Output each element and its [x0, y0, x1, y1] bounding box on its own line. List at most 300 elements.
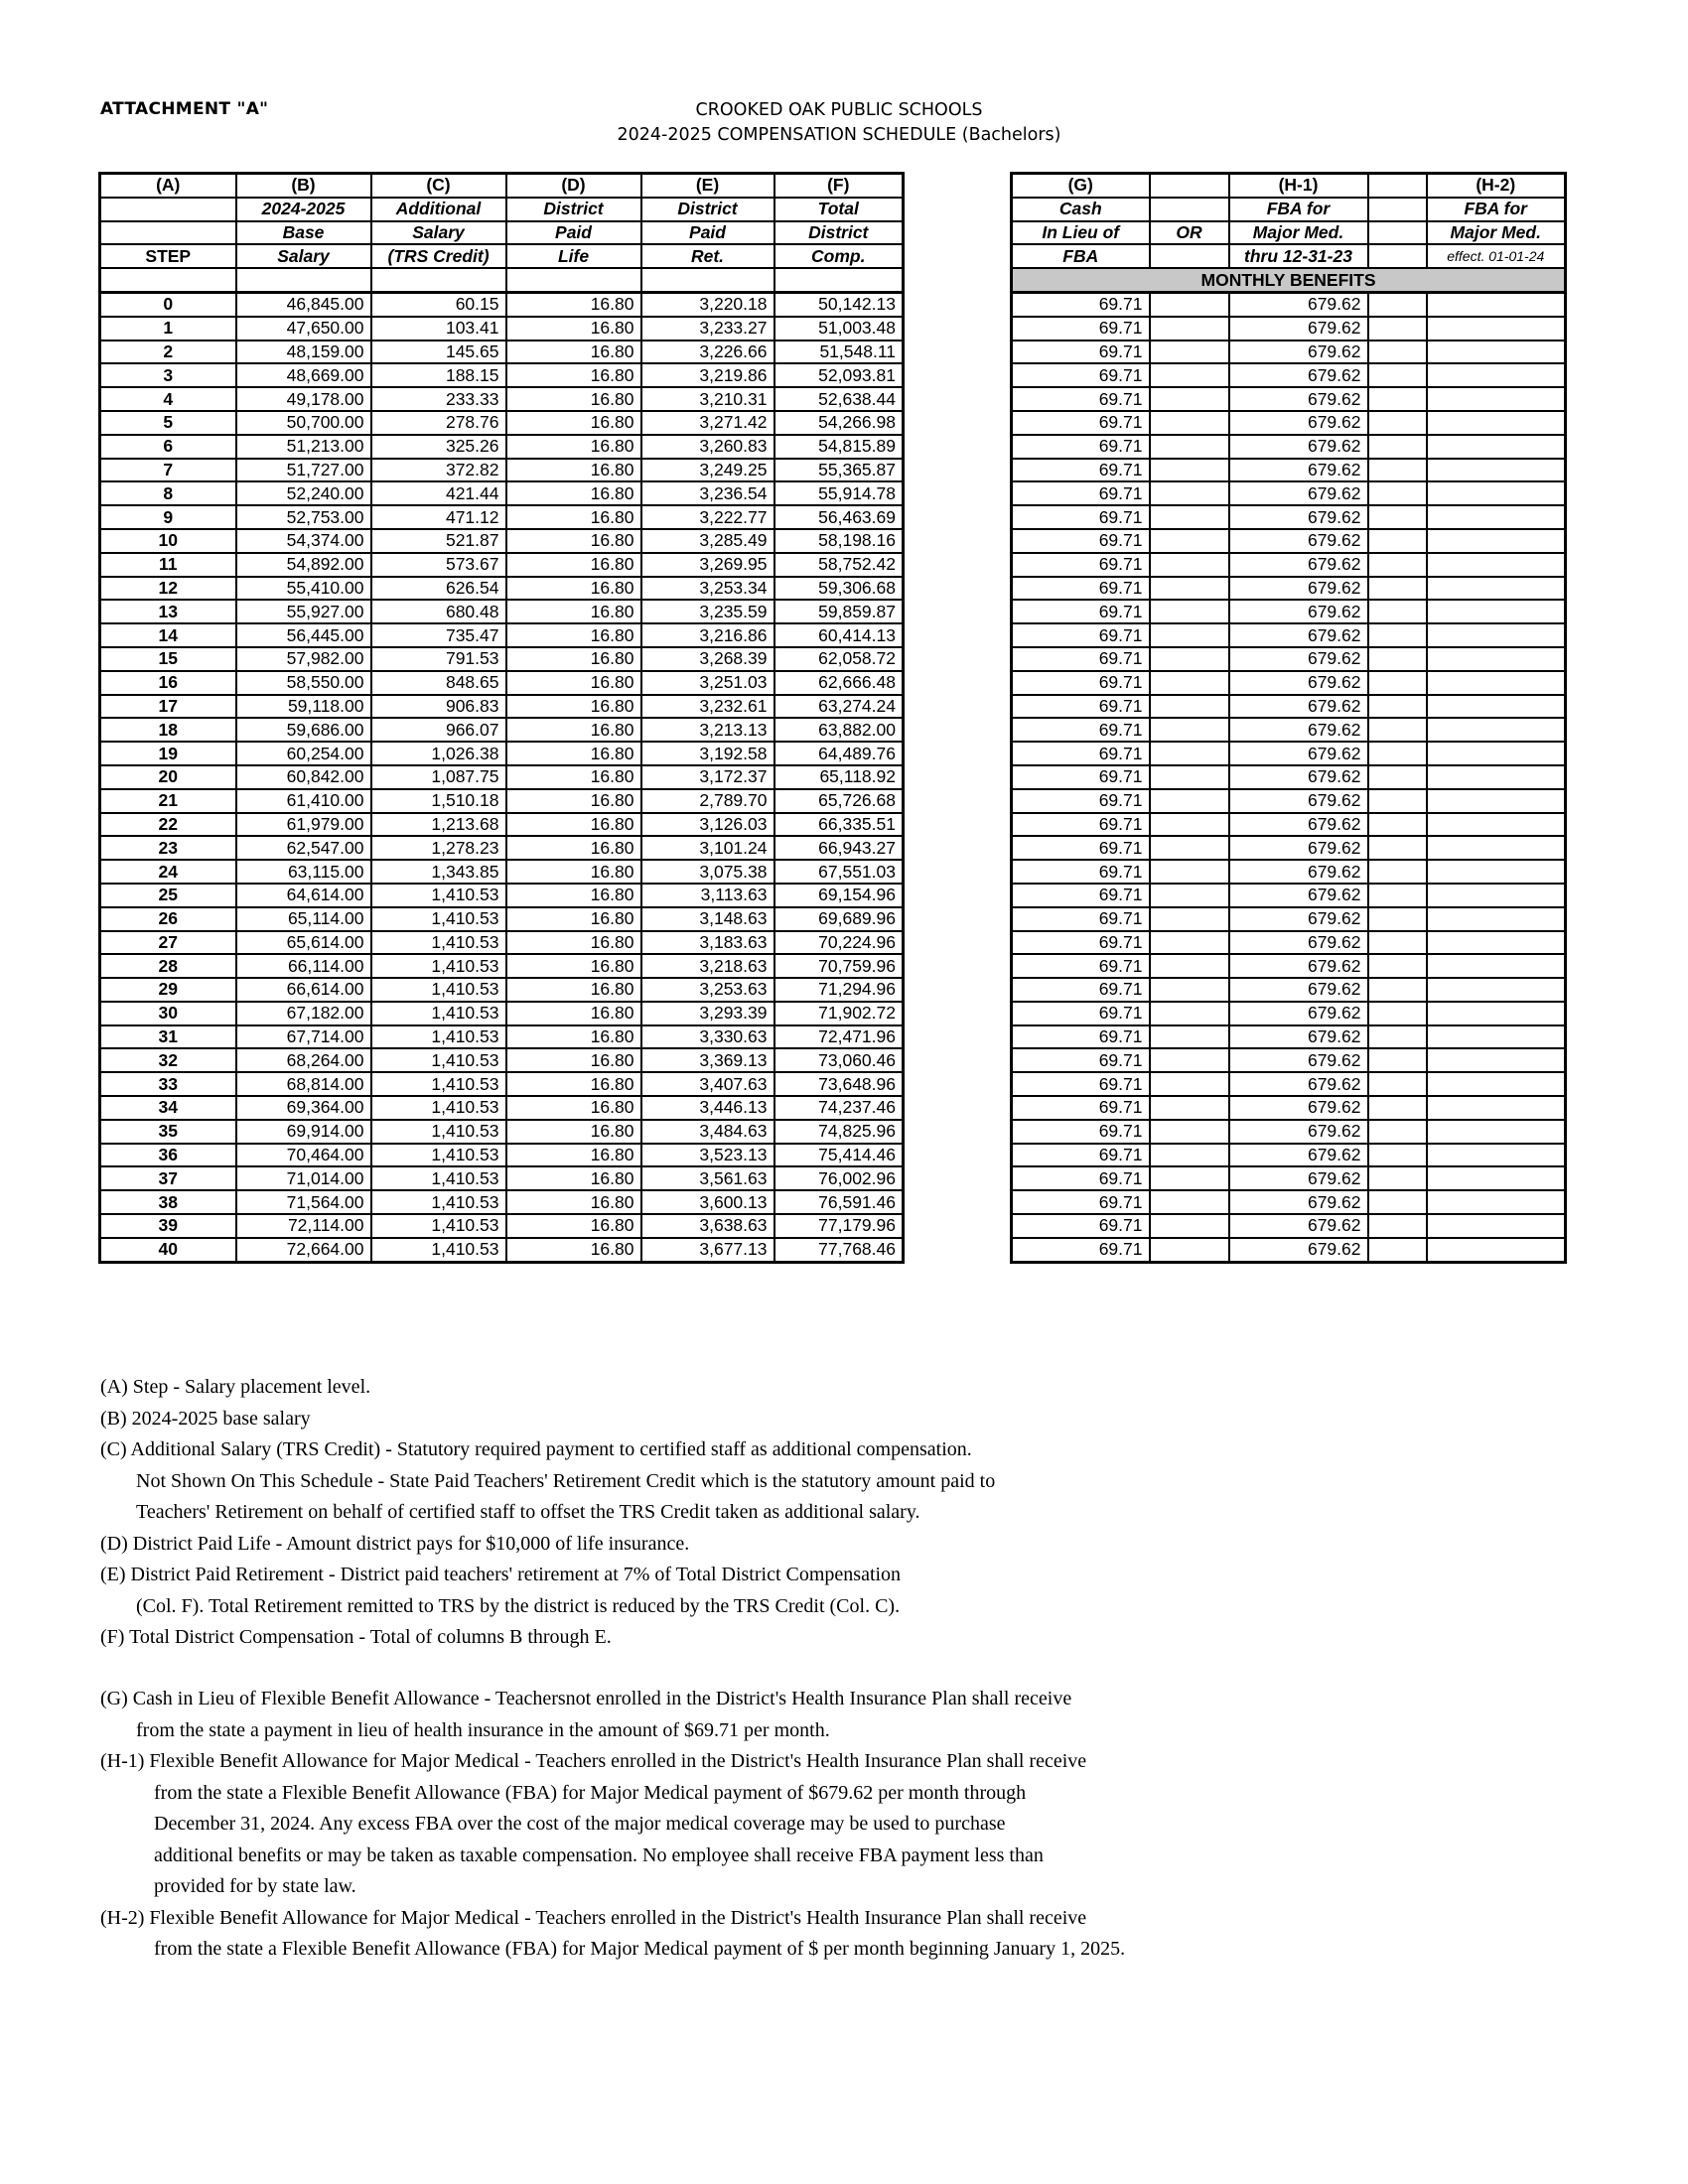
value-cell: 16.80 [506, 978, 641, 1002]
table-row [100, 623, 904, 647]
note-h2: (H-2) Flexible Benefit Allowance for Major Medical - Teachers enrolled in the District's Health Insurance Plan shall receive [100, 1906, 1087, 1929]
benefit-cell [1427, 1120, 1566, 1144]
column-header: 2024-2025 [236, 198, 371, 221]
step-cell: 27 [100, 931, 236, 955]
step-cell: 25 [100, 884, 236, 907]
value-cell: 906.83 [371, 695, 506, 719]
header-row [100, 174, 904, 198]
column-header [774, 268, 904, 292]
benefit-cell: 679.62 [1229, 884, 1368, 907]
value-cell: 3,113.63 [641, 884, 774, 907]
benefit-cell [1368, 505, 1427, 529]
value-cell: 3,293.39 [641, 1002, 774, 1025]
step-cell: 39 [100, 1214, 236, 1238]
column-header [1150, 244, 1229, 268]
table-row [100, 363, 904, 387]
table-row [1012, 411, 1566, 435]
note-h2-line2: from the state a Flexible Benefit Allowance (FBA) for Major Medical payment of $ per month beginning January 1, 2025. [154, 1938, 1126, 1960]
table-row [1012, 765, 1566, 789]
value-cell: 16.80 [506, 931, 641, 955]
value-cell: 3,260.83 [641, 435, 774, 459]
benefit-cell [1368, 742, 1427, 765]
step-cell: 35 [100, 1120, 236, 1144]
note-e-line2: (Col. F). Total Retirement remitted to TRS by the district is reduced by the TRS Credit (Col. C). [136, 1594, 901, 1617]
step-cell: 31 [100, 1025, 236, 1049]
note-h1-line3: December 31, 2024. Any excess FBA over the cost of the major medical coverage may be used to purchase [154, 1813, 1006, 1835]
benefit-cell: 679.62 [1229, 931, 1368, 955]
value-cell: 63,115.00 [236, 860, 371, 884]
table-row [1012, 718, 1566, 742]
benefit-cell [1427, 647, 1566, 671]
value-cell: 59,859.87 [774, 600, 904, 623]
note-f: (F) Total District Compensation - Total of columns B through E. [100, 1626, 612, 1648]
benefit-cell [1427, 765, 1566, 789]
value-cell: 75,414.46 [774, 1144, 904, 1167]
column-header [100, 198, 236, 221]
value-cell: 3,677.13 [641, 1238, 774, 1262]
table-row [1012, 742, 1566, 765]
column-header: Life [506, 244, 641, 268]
table-row [100, 341, 904, 364]
value-cell: 65,118.92 [774, 765, 904, 789]
value-cell: 3,183.63 [641, 931, 774, 955]
table-row [100, 1120, 904, 1144]
column-header [1368, 221, 1427, 245]
monthly-benefits-label: MONTHLY BENEFITS [1012, 268, 1566, 292]
benefit-cell [1150, 505, 1229, 529]
column-header [506, 268, 641, 292]
note-d: (D) District Paid Life - Amount district pays for $10,000 of life insurance. [100, 1532, 690, 1555]
benefit-cell [1150, 411, 1229, 435]
benefit-cell: 69.71 [1012, 387, 1150, 411]
value-cell: 145.65 [371, 341, 506, 364]
table-row [1012, 860, 1566, 884]
column-header [371, 268, 506, 292]
benefit-cell: 679.62 [1229, 317, 1368, 341]
benefit-cell [1427, 907, 1566, 931]
table-row [1012, 1238, 1566, 1262]
table-row [1012, 1166, 1566, 1190]
value-cell: 1,410.53 [371, 931, 506, 955]
step-cell: 16 [100, 671, 236, 695]
value-cell: 66,114.00 [236, 954, 371, 978]
column-header: Salary [371, 221, 506, 245]
column-header: District [774, 221, 904, 245]
value-cell: 16.80 [506, 813, 641, 837]
value-cell: 3,222.77 [641, 505, 774, 529]
benefit-cell: 69.71 [1012, 363, 1150, 387]
table-row [1012, 695, 1566, 719]
table-row [1012, 1120, 1566, 1144]
benefit-cell [1427, 292, 1566, 316]
note-h1-line5: provided for by state law. [154, 1875, 356, 1897]
value-cell: 70,759.96 [774, 954, 904, 978]
value-cell: 1,410.53 [371, 1048, 506, 1072]
value-cell: 3,192.58 [641, 742, 774, 765]
column-header [1368, 174, 1427, 198]
value-cell: 3,271.42 [641, 411, 774, 435]
benefit-cell [1427, 435, 1566, 459]
benefit-cell [1150, 1096, 1229, 1120]
benefit-cell: 69.71 [1012, 481, 1150, 505]
table-row [100, 884, 904, 907]
value-cell: 372.82 [371, 459, 506, 482]
value-cell: 46,845.00 [236, 292, 371, 316]
note-e: (E) District Paid Retirement - District paid teachers' retirement at 7% of Total District Compensation [100, 1564, 902, 1585]
value-cell: 848.65 [371, 671, 506, 695]
benefit-cell [1368, 363, 1427, 387]
value-cell: 3,236.54 [641, 481, 774, 505]
table-row [100, 647, 904, 671]
benefit-cell [1368, 1072, 1427, 1096]
benefit-cell [1368, 860, 1427, 884]
value-cell: 59,118.00 [236, 695, 371, 719]
benefit-cell [1427, 978, 1566, 1002]
value-cell: 58,550.00 [236, 671, 371, 695]
value-cell: 3,369.13 [641, 1048, 774, 1072]
benefit-cell: 69.71 [1012, 1025, 1150, 1049]
value-cell: 16.80 [506, 505, 641, 529]
value-cell: 52,753.00 [236, 505, 371, 529]
benefit-cell: 69.71 [1012, 718, 1150, 742]
value-cell: 3,484.63 [641, 1120, 774, 1144]
step-cell: 7 [100, 459, 236, 482]
benefit-cell [1150, 481, 1229, 505]
note-h1: (H-1) Flexible Benefit Allowance for Major Medical - Teachers enrolled in the District's Health Insurance Plan shall receive [100, 1750, 1087, 1772]
benefit-cell [1368, 1238, 1427, 1262]
value-cell: 233.33 [371, 387, 506, 411]
table-row [1012, 1214, 1566, 1238]
value-cell: 77,768.46 [774, 1238, 904, 1262]
benefit-cell [1368, 671, 1427, 695]
note-b: (B) 2024-2025 base salary [100, 1407, 311, 1430]
value-cell: 3,253.34 [641, 577, 774, 601]
table-row [1012, 647, 1566, 671]
table-row [100, 1048, 904, 1072]
benefit-cell [1427, 718, 1566, 742]
value-cell: 67,714.00 [236, 1025, 371, 1049]
value-cell: 16.80 [506, 1214, 641, 1238]
value-cell: 16.80 [506, 647, 641, 671]
value-cell: 3,213.13 [641, 718, 774, 742]
column-header: (D) [506, 174, 641, 198]
benefit-cell: 679.62 [1229, 1025, 1368, 1049]
compensation-table [98, 172, 905, 1264]
step-cell: 6 [100, 435, 236, 459]
benefit-cell [1150, 671, 1229, 695]
table-row [100, 671, 904, 695]
benefit-cell [1368, 695, 1427, 719]
value-cell: 1,410.53 [371, 907, 506, 931]
value-cell: 3,407.63 [641, 1072, 774, 1096]
value-cell: 3,251.03 [641, 671, 774, 695]
benefit-cell [1427, 742, 1566, 765]
monthly-benefits-band [1012, 268, 1566, 292]
value-cell: 16.80 [506, 292, 641, 316]
benefit-cell [1368, 292, 1427, 316]
benefit-cell [1427, 1048, 1566, 1072]
school-name: CROOKED OAK PUBLIC SCHOOLS [695, 100, 983, 120]
value-cell: 59,306.68 [774, 577, 904, 601]
benefit-cell [1368, 435, 1427, 459]
value-cell: 51,003.48 [774, 317, 904, 341]
value-cell: 16.80 [506, 529, 641, 553]
header-row [1012, 221, 1566, 245]
step-cell: 15 [100, 647, 236, 671]
benefit-cell: 679.62 [1229, 836, 1368, 860]
value-cell: 69,914.00 [236, 1120, 371, 1144]
value-cell: 1,410.53 [371, 1025, 506, 1049]
table-row [1012, 529, 1566, 553]
value-cell: 16.80 [506, 1072, 641, 1096]
benefit-cell [1427, 600, 1566, 623]
value-cell: 16.80 [506, 387, 641, 411]
benefit-cell [1368, 1048, 1427, 1072]
schedule-title: 2024-2025 COMPENSATION SCHEDULE (Bachelors) [617, 125, 1061, 145]
benefit-cell [1427, 481, 1566, 505]
table-row [1012, 387, 1566, 411]
benefit-cell [1427, 836, 1566, 860]
value-cell: 1,087.75 [371, 765, 506, 789]
step-cell: 21 [100, 789, 236, 813]
value-cell: 74,825.96 [774, 1120, 904, 1144]
value-cell: 59,686.00 [236, 718, 371, 742]
benefit-cell [1427, 813, 1566, 837]
benefit-cell: 69.71 [1012, 1144, 1150, 1167]
header-row [1012, 198, 1566, 221]
value-cell: 3,638.63 [641, 1214, 774, 1238]
benefit-cell: 679.62 [1229, 411, 1368, 435]
value-cell: 72,114.00 [236, 1214, 371, 1238]
benefit-cell [1427, 411, 1566, 435]
step-cell: 12 [100, 577, 236, 601]
table-row [1012, 577, 1566, 601]
step-cell: 9 [100, 505, 236, 529]
benefit-cell [1150, 317, 1229, 341]
value-cell: 56,463.69 [774, 505, 904, 529]
value-cell: 3,232.61 [641, 695, 774, 719]
step-cell: 38 [100, 1190, 236, 1214]
benefit-cell [1368, 553, 1427, 577]
value-cell: 55,914.78 [774, 481, 904, 505]
note-g: (G) Cash in Lieu of Flexible Benefit Allowance - Teachersnot enrolled in the District's Health Insurance Plan shall receive [100, 1688, 1072, 1709]
value-cell: 72,664.00 [236, 1238, 371, 1262]
value-cell: 66,943.27 [774, 836, 904, 860]
benefit-cell [1150, 529, 1229, 553]
benefit-cell [1150, 1166, 1229, 1190]
benefit-cell [1150, 907, 1229, 931]
table-row [1012, 954, 1566, 978]
table-row [1012, 931, 1566, 955]
value-cell: 421.44 [371, 481, 506, 505]
column-header: STEP [100, 244, 236, 268]
benefit-cell [1368, 647, 1427, 671]
benefit-cell [1427, 341, 1566, 364]
value-cell: 73,060.46 [774, 1048, 904, 1072]
benefit-cell: 679.62 [1229, 505, 1368, 529]
benefit-cell [1368, 813, 1427, 837]
note-g-line2: from the state a payment in lieu of health insurance in the amount of $69.71 per month. [136, 1718, 830, 1741]
table-row [100, 1238, 904, 1262]
benefit-cell: 69.71 [1012, 459, 1150, 482]
benefit-cell: 679.62 [1229, 435, 1368, 459]
value-cell: 62,547.00 [236, 836, 371, 860]
value-cell: 1,278.23 [371, 836, 506, 860]
column-header: District [641, 198, 774, 221]
table-row [100, 435, 904, 459]
value-cell: 16.80 [506, 954, 641, 978]
column-header: (C) [371, 174, 506, 198]
step-cell: 23 [100, 836, 236, 860]
benefit-cell: 679.62 [1229, 529, 1368, 553]
step-cell: 19 [100, 742, 236, 765]
column-header: (A) [100, 174, 236, 198]
column-header [236, 268, 371, 292]
step-cell: 26 [100, 907, 236, 931]
value-cell: 188.15 [371, 363, 506, 387]
benefit-cell: 69.71 [1012, 411, 1150, 435]
value-cell: 54,815.89 [774, 435, 904, 459]
value-cell: 47,650.00 [236, 317, 371, 341]
benefit-cell [1368, 577, 1427, 601]
note-a: (A) Step - Salary placement level. [100, 1376, 371, 1398]
column-header: OR [1150, 221, 1229, 245]
value-cell: 62,666.48 [774, 671, 904, 695]
benefit-cell [1150, 695, 1229, 719]
value-cell: 16.80 [506, 1096, 641, 1120]
value-cell: 3,523.13 [641, 1144, 774, 1167]
step-cell: 14 [100, 623, 236, 647]
benefit-cell [1427, 623, 1566, 647]
benefit-cell: 69.71 [1012, 292, 1150, 316]
benefit-cell [1150, 813, 1229, 837]
value-cell: 3,148.63 [641, 907, 774, 931]
column-header: Comp. [774, 244, 904, 268]
benefit-cell [1150, 341, 1229, 364]
benefit-cell: 679.62 [1229, 1238, 1368, 1262]
value-cell: 16.80 [506, 623, 641, 647]
monthly-benefits-table [1010, 172, 1567, 1264]
value-cell: 680.48 [371, 600, 506, 623]
benefit-cell: 69.71 [1012, 1120, 1150, 1144]
table-row [100, 1214, 904, 1238]
step-cell: 3 [100, 363, 236, 387]
table-row [1012, 884, 1566, 907]
benefit-cell: 679.62 [1229, 459, 1368, 482]
value-cell: 54,892.00 [236, 553, 371, 577]
benefit-cell: 679.62 [1229, 292, 1368, 316]
table-row [100, 1072, 904, 1096]
column-header: effect. 01-01-24 [1427, 244, 1566, 268]
table-row [1012, 836, 1566, 860]
value-cell: 626.54 [371, 577, 506, 601]
benefit-cell [1150, 600, 1229, 623]
value-cell: 51,213.00 [236, 435, 371, 459]
note-c: (C) Additional Salary (TRS Credit) - Statutory required payment to certified staff as additional compensation. [100, 1438, 972, 1460]
benefit-cell [1427, 1166, 1566, 1190]
benefit-cell [1150, 435, 1229, 459]
value-cell: 65,614.00 [236, 931, 371, 955]
benefit-cell: 69.71 [1012, 671, 1150, 695]
benefit-cell: 679.62 [1229, 978, 1368, 1002]
benefit-cell [1427, 671, 1566, 695]
benefit-cell: 69.71 [1012, 553, 1150, 577]
step-cell: 28 [100, 954, 236, 978]
column-header: (H-1) [1229, 174, 1368, 198]
value-cell: 16.80 [506, 907, 641, 931]
benefit-cell [1368, 931, 1427, 955]
value-cell: 3,249.25 [641, 459, 774, 482]
value-cell: 3,600.13 [641, 1190, 774, 1214]
benefit-cell [1427, 1002, 1566, 1025]
value-cell: 735.47 [371, 623, 506, 647]
benefit-cell: 69.71 [1012, 695, 1150, 719]
benefit-cell: 679.62 [1229, 718, 1368, 742]
benefit-cell [1368, 884, 1427, 907]
step-cell: 10 [100, 529, 236, 553]
table-row [100, 529, 904, 553]
table-row [100, 695, 904, 719]
value-cell: 71,564.00 [236, 1190, 371, 1214]
column-header: thru 12-31-23 [1229, 244, 1368, 268]
table-row [100, 317, 904, 341]
value-cell: 1,410.53 [371, 1002, 506, 1025]
header-row [100, 198, 904, 221]
value-cell: 1,410.53 [371, 1190, 506, 1214]
benefit-cell: 69.71 [1012, 1166, 1150, 1190]
benefit-cell: 69.71 [1012, 317, 1150, 341]
value-cell: 60.15 [371, 292, 506, 316]
value-cell: 1,410.53 [371, 1096, 506, 1120]
step-cell: 5 [100, 411, 236, 435]
step-cell: 11 [100, 553, 236, 577]
benefit-cell [1368, 459, 1427, 482]
table-row [100, 292, 904, 316]
benefit-cell: 69.71 [1012, 742, 1150, 765]
value-cell: 16.80 [506, 363, 641, 387]
value-cell: 61,410.00 [236, 789, 371, 813]
benefit-cell [1150, 363, 1229, 387]
benefit-cell [1368, 954, 1427, 978]
value-cell: 16.80 [506, 742, 641, 765]
benefit-cell [1150, 459, 1229, 482]
benefit-cell: 679.62 [1229, 695, 1368, 719]
value-cell: 16.80 [506, 317, 641, 341]
value-cell: 55,927.00 [236, 600, 371, 623]
benefit-cell [1368, 600, 1427, 623]
table-row [100, 978, 904, 1002]
value-cell: 16.80 [506, 695, 641, 719]
attachment-label: ATTACHMENT "A" [100, 99, 269, 119]
benefit-cell [1368, 978, 1427, 1002]
benefit-cell [1427, 884, 1566, 907]
benefit-cell [1368, 907, 1427, 931]
value-cell: 1,410.53 [371, 954, 506, 978]
benefit-cell: 679.62 [1229, 1072, 1368, 1096]
benefit-cell: 679.62 [1229, 789, 1368, 813]
benefit-cell: 679.62 [1229, 387, 1368, 411]
value-cell: 65,114.00 [236, 907, 371, 931]
table-row [1012, 553, 1566, 577]
benefit-cell [1427, 860, 1566, 884]
step-cell: 30 [100, 1002, 236, 1025]
value-cell: 3,219.86 [641, 363, 774, 387]
benefit-cell: 69.71 [1012, 789, 1150, 813]
value-cell: 3,235.59 [641, 600, 774, 623]
value-cell: 1,026.38 [371, 742, 506, 765]
benefit-cell: 679.62 [1229, 1144, 1368, 1167]
value-cell: 64,614.00 [236, 884, 371, 907]
